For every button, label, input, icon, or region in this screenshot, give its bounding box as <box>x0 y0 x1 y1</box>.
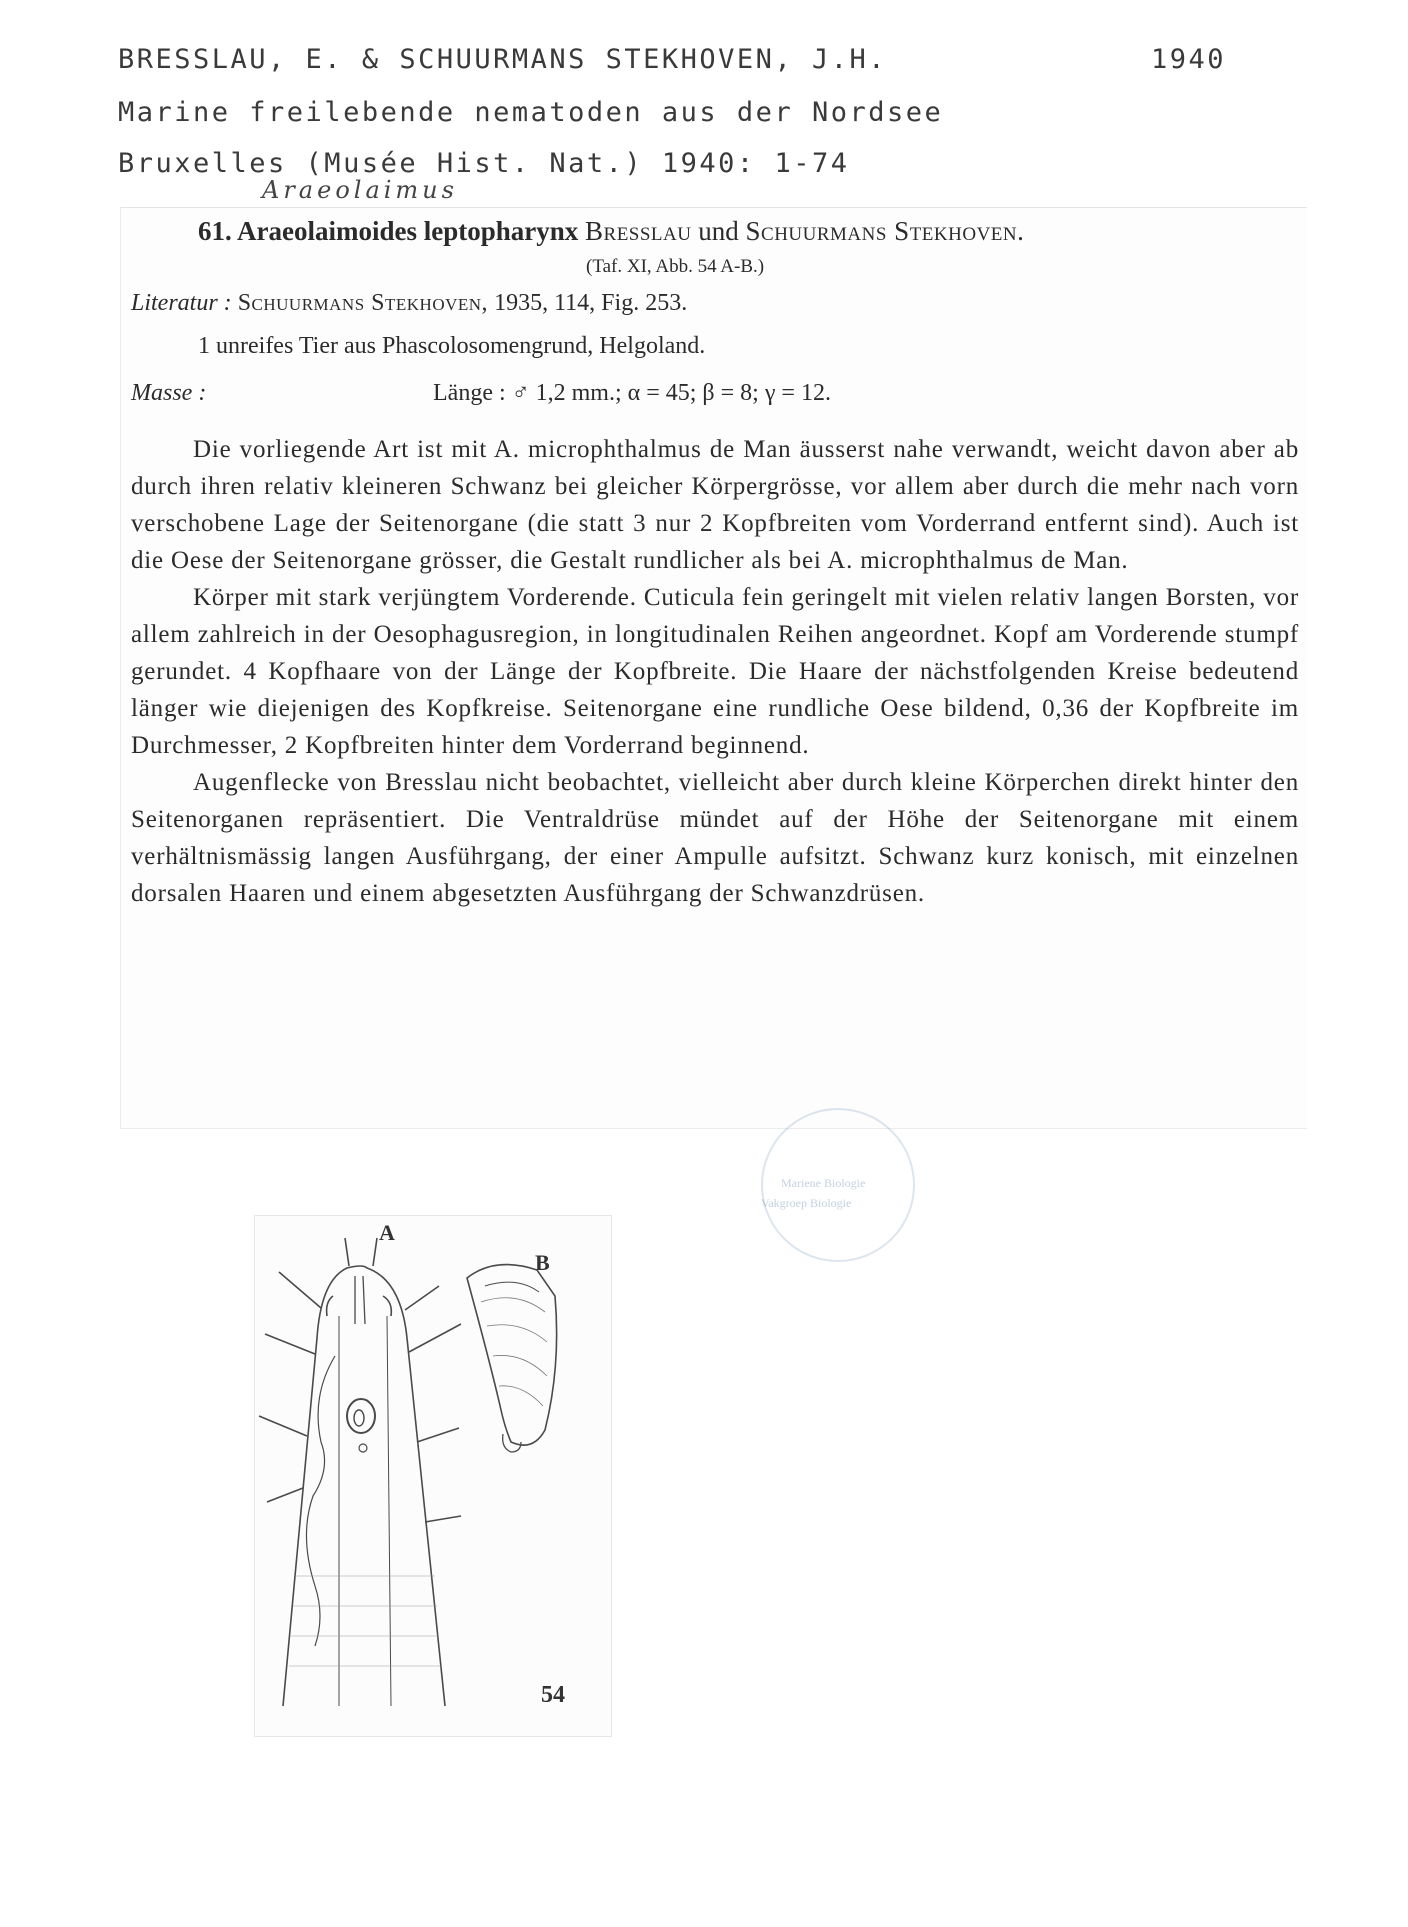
entry-number: 61. <box>198 216 232 246</box>
figure-number: 54 <box>541 1682 565 1708</box>
author-conjunction: und <box>698 216 739 246</box>
card-publication-title: Marine freilebende nematoden aus der Nordsee <box>118 97 944 128</box>
species-heading <box>198 216 1024 247</box>
card-authors: BRESSLAU, E. & SCHUURMANS STEKHOVEN, J.H. <box>118 44 887 75</box>
description-paragraph-3: Augenflecke von Bresslau nicht beobachtet, vielleicht aber durch kleine Körperchen direkt hinter den Seitenorganen repräsentiert. Die Ventraldrüse mündet auf der Höhe der Seitenorgane mit einem verhältnismässig langen Ausführgang, der einer Ampulle aufsitzt. Schwanz kurz konisch, mit einzelnen dorsalen Haaren und einem abgesetzten Ausführgang der Schwanzdrüsen. <box>131 769 1299 907</box>
author-stekhoven: Schuurmans Stekhoven. <box>745 216 1025 246</box>
figure-label-a: A <box>379 1220 395 1245</box>
card-source: Bruxelles (Musée Hist. Nat.) 1940: 1-74 <box>118 148 850 179</box>
literature-reference: 1935, 114, Fig. 253. <box>494 290 688 316</box>
plate-reference: (Taf. XI, Abb. 54 A-B.) <box>586 256 765 277</box>
description-paragraph-1: Die vorliegende Art ist mit A. microphthalmus de Man äusserst nahe verwandt, weicht davon aber ab durch ihren relativ kleineren Schwanz bei gleicher Körpergrösse, vor allem aber durch die mehr nach vorn verschobene Lage der Seitenorgane (die statt 3 nur 2 Kopfbreiten vom Vorderrand entfernt sind). Auch ist die Oese der Seitenorgane grösser, die Gestalt rundlicher als bei A. microphthalmus de Man. <box>131 436 1299 574</box>
description-text <box>131 431 1299 912</box>
nematode-illustration <box>255 1216 611 1736</box>
card-year: 1940 <box>1151 44 1227 75</box>
article-clipping <box>120 207 1307 1210</box>
nematode-tail-drawing <box>467 1265 557 1452</box>
material-line: 1 unreifes Tier aus Phascolosomengrund, Helgoland. <box>198 333 706 359</box>
author-bresslau: Bresslau <box>585 216 692 246</box>
description-paragraph-2: Körper mit stark verjüngtem Vorderende. Cuticula fein geringelt mit vielen relativ langen Borsten, vor allem zahlreich in der Oesophagusregion, in longitudinalen Reihen angeordnet. Kopf am Vorderende stumpf gerundet. 4 Kopfhaare von der Länge der Kopfbreite. Die Haare der nächstfolgenden Kreise bedeutend länger wie diejenigen des Kopfkreise. Seitenorgane eine rundliche Oese bildend, 0,36 der Kopfbreite im Durchmesser, 2 Kopfbreiten hinter dem Vorderrand beginnend. <box>131 584 1299 759</box>
nematode-head-drawing <box>259 1238 461 1706</box>
measurements-values: Länge : ♂ 1,2 mm.; α = 45; β = 8; γ = 12. <box>433 380 831 406</box>
figure-label-b: B <box>535 1250 550 1275</box>
handwritten-genus-note: Araeolaimus <box>262 176 458 204</box>
species-name: Araeolaimoides leptopharynx <box>237 216 579 246</box>
literature-line <box>131 290 687 317</box>
watermark-line-2: Vakgroep Biologie <box>761 1196 852 1210</box>
literature-author: Schuurmans Stekhoven, <box>237 290 489 316</box>
watermark-line-1: Mariene Biologie <box>781 1176 866 1190</box>
literature-label: Literatur : <box>131 290 232 316</box>
figure-clipping <box>254 1215 612 1737</box>
measurements-label: Masse : <box>131 380 207 406</box>
